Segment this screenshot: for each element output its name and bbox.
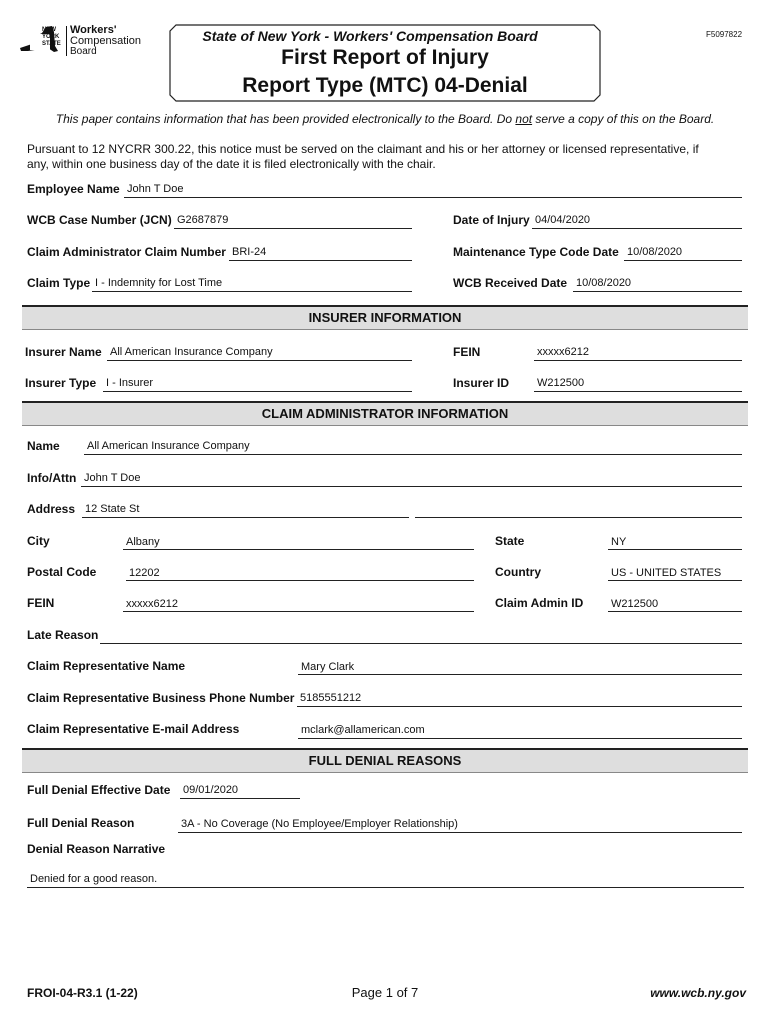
insurer-type-value: I - Insurer	[106, 377, 154, 389]
admin-state-value: NY	[611, 536, 627, 548]
admin-postal-value: 12202	[129, 567, 160, 579]
maintenance-type-date-label: Maintenance Type Code Date	[453, 245, 619, 259]
admin-postal-label: Postal Code	[27, 565, 97, 579]
form-id: F5097822	[706, 30, 743, 39]
denial-reason-value: 3A - No Coverage (No Employee/Employer Relationship)	[181, 818, 458, 830]
claim-admin-number-value: BRI-24	[232, 246, 267, 258]
employee-name-label: Employee Name	[27, 182, 120, 196]
admin-fein-label: FEIN	[27, 596, 55, 610]
wcb-received-date-label: WCB Received Date	[453, 276, 568, 290]
claim-admin-section-header	[22, 401, 748, 426]
claim-admin-section-title: CLAIM ADMINISTRATOR INFORMATION	[261, 406, 509, 421]
insurer-id-label: Insurer ID	[453, 376, 510, 390]
agency-name: State of New York - Workers' Compensation Board	[202, 28, 538, 44]
denial-narrative-value: Denied for a good reason.	[30, 873, 158, 885]
claim-type-label: Claim Type	[27, 276, 91, 290]
rep-email-label: Claim Representative E-mail Address	[27, 722, 240, 736]
rep-phone-label: Claim Representative Business Phone Number	[27, 691, 295, 705]
notice-text-end: serve a copy of this on the Board.	[532, 112, 715, 126]
notice-not: not	[515, 112, 533, 126]
employee-name-value: John T Doe	[127, 183, 184, 195]
admin-id-label: Claim Admin ID	[495, 596, 584, 610]
pursuant-line1: Pursuant to 12 NYCRR 300.22, this notice must be served on the claimant and his or her attorney or licensed representative, if	[27, 142, 699, 156]
page-number: Page 1 of 7	[351, 985, 419, 1000]
case-number-label: WCB Case Number (JCN)	[27, 213, 172, 227]
logo-state-text: NEW YORK STATE	[42, 27, 61, 47]
logo-line1: Workers'	[70, 24, 117, 36]
electronic-notice	[0, 112, 770, 126]
admin-name-label: Name	[27, 439, 60, 453]
insurer-fein-label: FEIN	[453, 345, 481, 359]
insurer-name-value: All American Insurance Company	[110, 346, 273, 358]
date-of-injury-label: Date of Injury	[453, 213, 530, 227]
logo-line3: Board	[70, 46, 97, 57]
nys-logo	[18, 24, 158, 58]
insurer-section-title: INSURER INFORMATION	[308, 310, 462, 325]
website-link[interactable]: www.wcb.ny.gov	[650, 986, 746, 1000]
insurer-id-value: W212500	[537, 377, 585, 389]
admin-city-label: City	[27, 534, 50, 548]
denial-section-title: FULL DENIAL REASONS	[308, 753, 462, 768]
insurer-name-label: Insurer Name	[25, 345, 102, 359]
rep-phone-value: 5185551212	[300, 692, 362, 704]
date-of-injury-value: 04/04/2020	[535, 214, 591, 226]
admin-country-label: Country	[495, 565, 541, 579]
insurer-fein-value: xxxxx6212	[537, 346, 589, 358]
denial-narrative-label: Denial Reason Narrative	[27, 842, 166, 856]
denial-effective-date-value: 09/01/2020	[183, 784, 239, 796]
admin-address-value: 12 State St	[85, 503, 140, 515]
form-code: FROI-04-R3.1 (1-22)	[27, 986, 138, 1000]
report-type-title: Report Type (MTC) 04-Denial	[242, 74, 528, 97]
insurer-type-label: Insurer Type	[25, 376, 97, 390]
header-box	[170, 25, 600, 100]
rep-name-label: Claim Representative Name	[27, 659, 186, 673]
wcb-received-date-value: 10/08/2020	[576, 277, 632, 289]
late-reason-label: Late Reason	[27, 628, 99, 642]
admin-attn-label: Info/Attn	[27, 471, 77, 485]
form-title: First Report of Injury	[281, 46, 489, 69]
rep-name-value: Mary Clark	[301, 661, 355, 673]
pursuant-line2: any, within one business day of the date it is filed electronically with the chair.	[27, 157, 436, 171]
claim-type-value: I - Indemnity for Lost Time	[95, 277, 223, 289]
admin-name-value: All American Insurance Company	[87, 440, 250, 452]
case-number-value: G2687879	[177, 214, 229, 226]
admin-attn-value: John T Doe	[84, 472, 141, 484]
claim-admin-number-label: Claim Administrator Claim Number	[27, 245, 226, 259]
admin-address-label: Address	[27, 502, 76, 516]
logo-line2: Compensation	[70, 35, 141, 47]
denial-reason-label: Full Denial Reason	[27, 816, 135, 830]
admin-country-value: US - UNITED STATES	[611, 567, 722, 579]
maintenance-type-date-value: 10/08/2020	[627, 246, 683, 258]
rep-email-value: mclark@allamerican.com	[301, 724, 425, 736]
denial-effective-date-label: Full Denial Effective Date	[27, 783, 171, 797]
denial-section-header	[22, 748, 748, 773]
insurer-section-header	[22, 305, 748, 330]
admin-id-value: W212500	[611, 598, 659, 610]
admin-state-label: State	[495, 534, 525, 548]
admin-fein-value: xxxxx6212	[126, 598, 178, 610]
admin-city-value: Albany	[126, 536, 160, 548]
notice-text-start: This paper contains information that has been provided electronically to the Board. Do	[55, 112, 516, 126]
